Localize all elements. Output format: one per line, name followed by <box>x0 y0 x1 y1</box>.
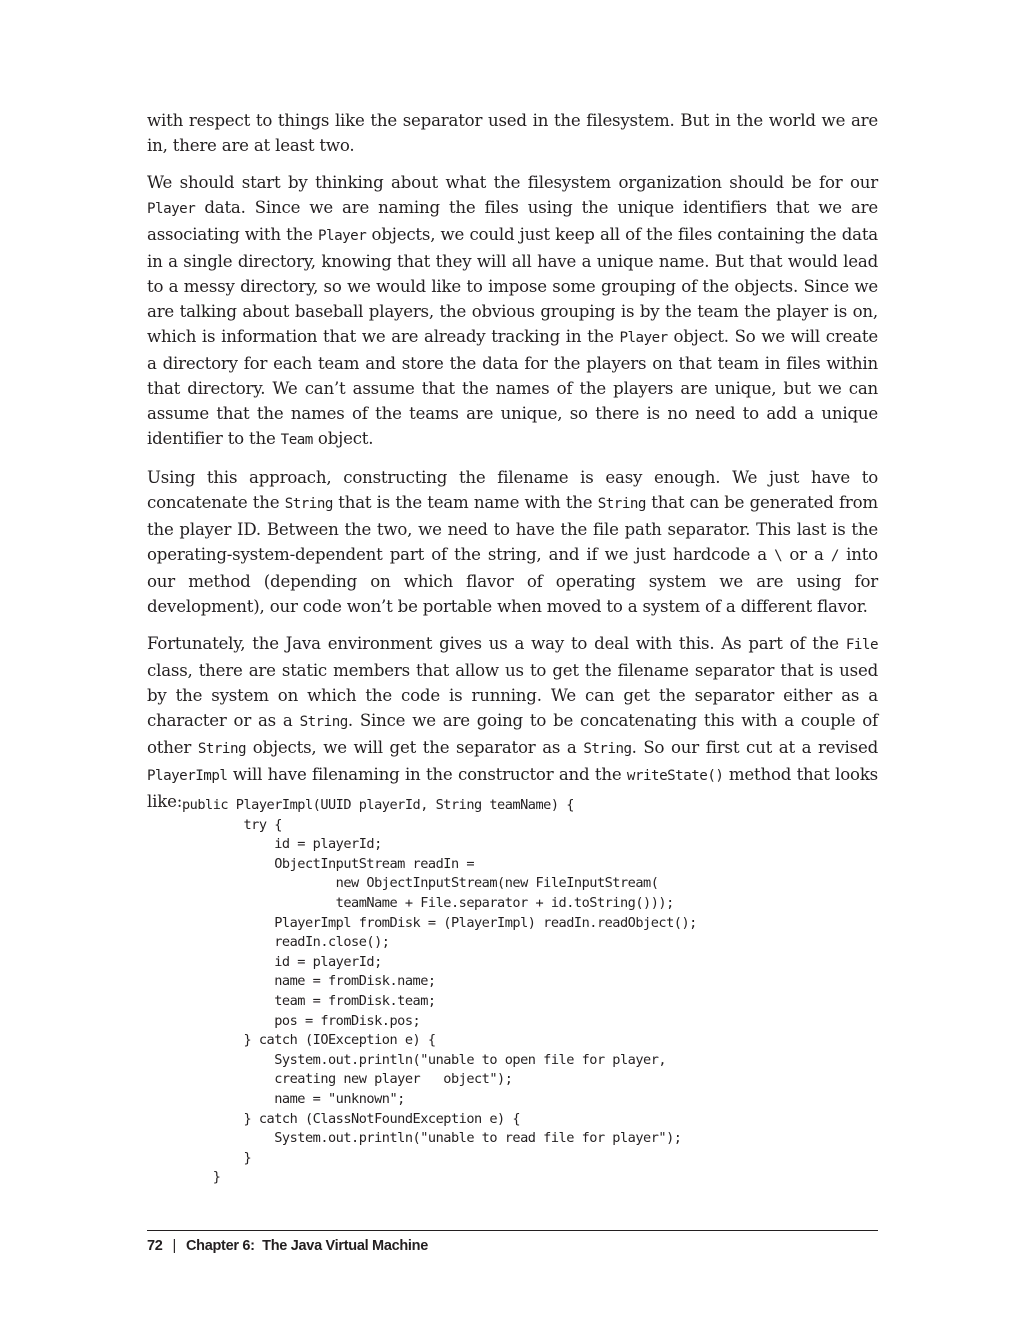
paragraph <box>147 108 878 158</box>
code-line: readIn.close(); <box>182 934 390 951</box>
inline-code: Player <box>619 330 668 346</box>
inline-code: writeState() <box>626 768 724 784</box>
text-run: objects, we will get the separator as a <box>246 738 584 757</box>
code-line: public PlayerImpl(UUID playerId, String teamName) { <box>182 797 574 813</box>
chapter-title: Chapter 6: The Java Virtual Machine <box>186 1238 428 1254</box>
code-line: pos = fromDisk.pos; <box>182 1012 421 1029</box>
inline-code: PlayerImpl <box>147 768 228 784</box>
inline-code: String <box>197 741 247 757</box>
code-line: } catch (ClassNotFoundException e) { <box>182 1110 521 1127</box>
text-run: Fortunately, the Java environment gives us a way to deal with this. As part of the <box>147 634 846 653</box>
code-line: } <box>182 1149 252 1166</box>
text-run: object. So we will create a directory for each team and store the data for the players on that team in files within that directory. We can’t assume that the names of the players are unique, but we can assume that the names of the teams are unique, so there is no need to add a unique identifier to the <box>147 327 878 448</box>
text-run: . So our first cut at a revised <box>631 738 878 757</box>
code-line: System.out.println("unable to open file for player, <box>182 1051 667 1068</box>
text-run: that can be generated from the player ID. Between the two, we need to have the file path separator. This last is the operating-system-dependent part of the string, and if we just hardcode a <box>147 493 878 564</box>
text-run: class, there are static members that allow us to get the filename separator that is used by the system on which the code is running. We can get the separator either as a character or as a <box>147 661 878 730</box>
page-footer <box>147 1238 428 1254</box>
text-run: will have filenaming in the constructor and the <box>227 765 627 784</box>
text-run: or a <box>782 545 831 564</box>
paragraph <box>147 631 878 814</box>
inline-code: Player <box>147 201 196 217</box>
code-line: System.out.println("unable to read file for player"); <box>182 1130 682 1147</box>
text-run: data. Since we are naming the files using the unique identifiers that we are associating with the <box>147 198 878 244</box>
footer-separator: | <box>172 1238 176 1254</box>
code-line: } <box>182 1169 221 1186</box>
code-line: teamName + File.separator + id.toString())); <box>182 894 674 911</box>
inline-code: String <box>597 496 646 512</box>
inline-code: String <box>284 496 333 512</box>
text-run: We should start by thinking about what the filesystem organization should be for our <box>147 173 878 192</box>
code-line: name = "unknown"; <box>182 1090 405 1107</box>
text-run: into our method (depending on which flavor of operating system we are using for development), our code won’t be portable when moved to a system of a different flavor. <box>147 545 878 616</box>
code-line: try { <box>182 816 282 833</box>
text-run: Using this approach, constructing the filename is easy enough. We just have to concatenate the <box>147 468 878 512</box>
inline-code: Team <box>280 432 313 448</box>
code-line: team = fromDisk.team; <box>182 992 436 1009</box>
code-line: creating new player object"); <box>182 1071 513 1088</box>
text-run: that is the team name with the <box>332 493 598 512</box>
code-line: } catch (IOException e) { <box>182 1032 436 1049</box>
inline-code: / <box>830 548 839 564</box>
code-line: new ObjectInputStream(new FileInputStream( <box>182 875 659 892</box>
code-line: ObjectInputStream readIn = <box>182 855 474 872</box>
code-line: name = fromDisk.name; <box>182 973 436 990</box>
inline-code: String <box>299 714 348 730</box>
page-number: 72 <box>147 1238 163 1254</box>
code-line: id = playerId; <box>182 836 382 853</box>
text-run: object. <box>312 429 374 448</box>
code-line: PlayerImpl fromDisk = (PlayerImpl) readIn.readObject(); <box>182 914 697 931</box>
inline-code: \ <box>774 548 783 564</box>
text-run: with respect to things like the separator used in the filesystem. But in the world we are in, there are at least two. <box>147 111 878 155</box>
text-run: . Since we are going to be concatenating this with a couple of other <box>147 711 879 757</box>
body-text <box>147 108 878 826</box>
paragraph <box>147 465 878 619</box>
inline-code: String <box>583 741 632 757</box>
paragraph <box>147 170 878 453</box>
code-listing <box>182 796 697 1188</box>
inline-code: File <box>845 637 878 653</box>
text-run: objects, we could just keep all of the files containing the data in a single directory, knowing that they will all have a unique name. But that would lead to a messy directory, so we would like to impose some grouping of the objects. Since we are talking about baseball players, the obvious grouping is by the team the player is on, which is information that we are already tracking in the <box>147 225 878 346</box>
footer-divider <box>147 1230 878 1231</box>
code-line: id = playerId; <box>182 953 382 970</box>
text-run: method that looks like: <box>147 765 878 811</box>
inline-code: Player <box>318 228 367 244</box>
